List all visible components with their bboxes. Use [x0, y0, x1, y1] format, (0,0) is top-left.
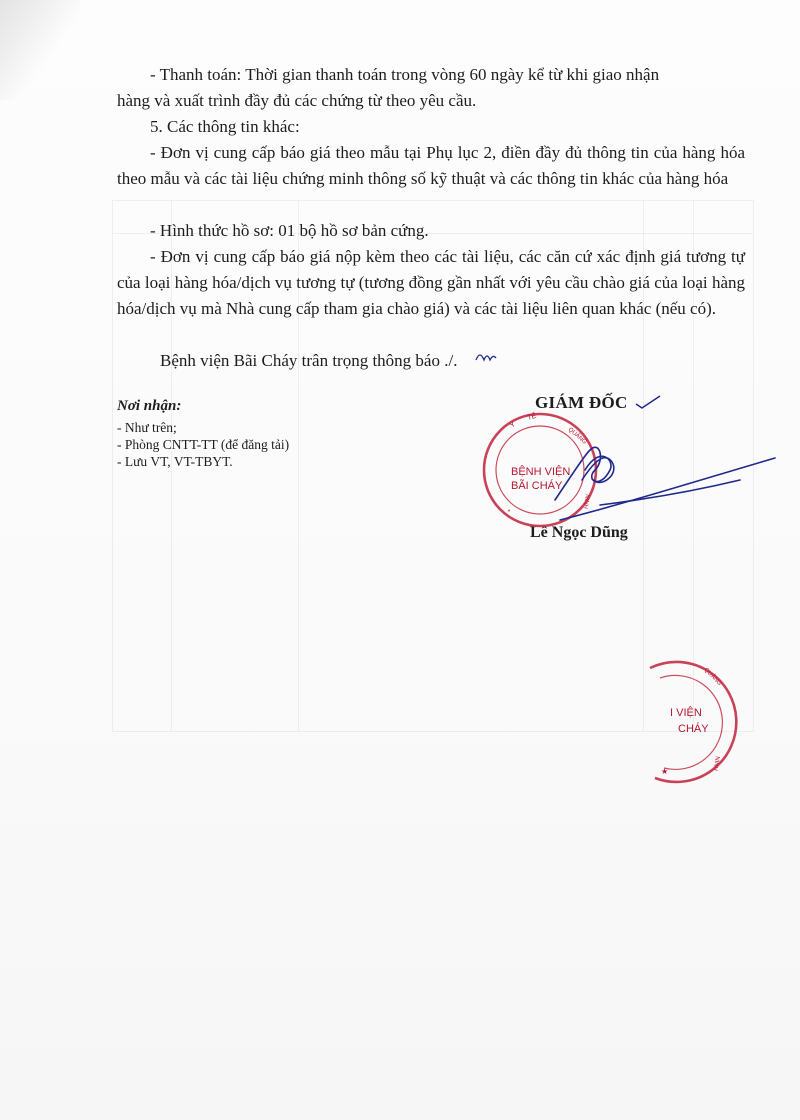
svg-text:QUẢNG: QUẢNG	[566, 426, 588, 446]
svg-text:NINH: NINH	[581, 493, 590, 510]
recipient-item: - Như trên;	[117, 420, 177, 435]
partial-seal-line-2: CHÁY	[678, 723, 709, 735]
payment-terms-line-2: hàng và xuất trình đầy đủ các chứng từ theo yêu cầu.	[117, 91, 477, 110]
attached-documents-paragraph: - Đơn vị cung cấp báo giá nộp kèm theo các tài liệu, các căn cứ xác định giá tương tự của loại hàng hóa/dịch vụ tương tự (tương đồng gần nhất với yêu cầu chào giá của loại hàng hóa/dịch vụ mà Nhà cung cấp tham gia chào giá) và các tài liệu liên quan khác (nếu có).	[117, 247, 745, 318]
recipient-item: - Lưu VT, VT-TBYT.	[117, 454, 233, 469]
signatory-title: GIÁM ĐỐC	[535, 393, 628, 412]
partial-hospital-seal	[650, 662, 736, 782]
quotation-template-paragraph: - Đơn vị cung cấp báo giá theo mẫu tại Phụ lục 2, điền đầy đủ thông tin của hàng hóa theo mẫu và các tài liệu chứng minh thông số kỹ thuật và các thông tin khác của hàng hóa	[117, 143, 745, 188]
title-initial-mark	[636, 396, 660, 408]
initials-mark	[476, 355, 496, 360]
svg-text:★: ★	[661, 767, 669, 776]
svg-text:TẾ: TẾ	[526, 412, 538, 422]
payment-terms-line-1: - Thanh toán: Thời gian thanh toán trong vòng 60 ngày kể từ khi giao nhận	[150, 65, 660, 84]
signatory-name: Lê Ngọc Dũng	[530, 524, 628, 541]
seal-text-line-1: BỆNH VIỆN	[511, 466, 571, 478]
svg-text:NINH: NINH	[711, 755, 720, 772]
recipients-title: Nơi nhận:	[117, 398, 182, 414]
svg-text:*: *	[505, 508, 511, 517]
dossier-format-line: - Hình thức hồ sơ: 01 bộ hồ sơ bản cứng.	[150, 221, 429, 240]
svg-text:Y: Y	[509, 421, 517, 430]
hospital-seal	[484, 410, 596, 526]
partial-seal-line-1: I VIỆN	[670, 707, 702, 719]
section-5-heading: 5. Các thông tin khác:	[150, 117, 300, 136]
seal-text-line-2: BÃI CHÁY	[511, 480, 563, 492]
closing-notice: Bệnh viện Bãi Cháy trân trọng thông báo ./.	[160, 351, 458, 370]
svg-text:QUẢNG: QUẢNG	[702, 667, 723, 687]
recipient-item: - Phòng CNTT-TT (để đăng tải)	[117, 437, 290, 452]
